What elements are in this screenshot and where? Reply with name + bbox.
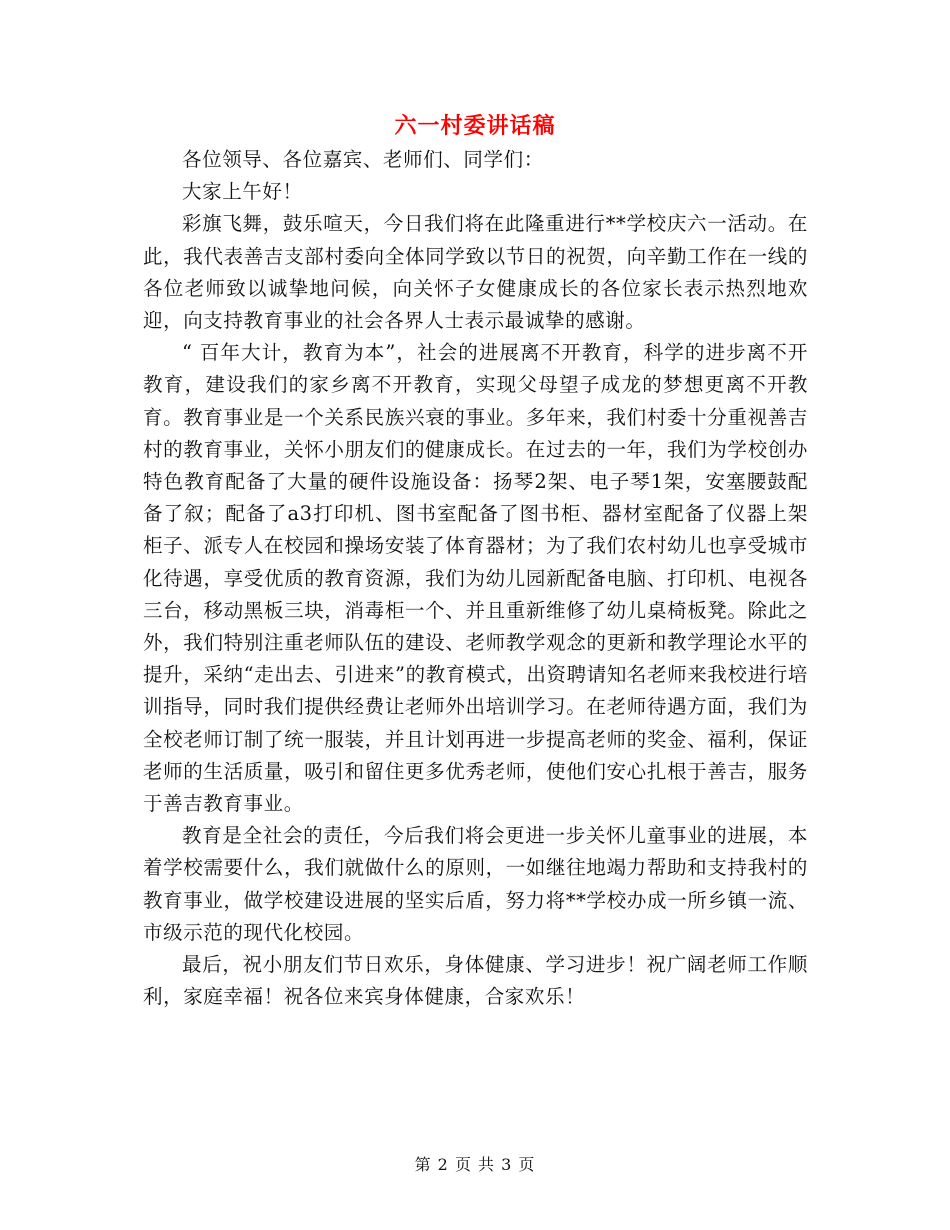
closing-paragraph: 最后，祝小朋友们节日欢乐，身体健康、学习进步！祝广阔老师工作顺利，家庭幸福！祝各位来宾身体健康，合家欢乐！	[143, 953, 808, 1009]
greeting-paragraph: 大家上午好！	[182, 180, 303, 204]
body-paragraph: “ 百年大计，教育为本”，社会的进展离不开教育，科学的进步离不开教育，建设我们的家乡离不开教育，实现父母望子成龙的梦想更离不开教育。教育事业是一个关系民族兴衰的事业。多年来，我们村委十分重视善吉村的教育事业，关怀小朋友们的健康成长。在过去的一年，我们为学校创办特色教育配备了大量的硬件设施设备：扬琴2架、电子琴1架，安塞腰鼓配备了叙；配备了a3打印机、图书室配备了图书柜、器材室配备了仪器上架柜子、派专人在校园和操场安装了体育器材；为了我们农村幼儿也享受城市化待遇，享受优质的教育资源，我们为幼儿园新配备电脑、打印机、电视各三台，移动黑板三块，消毒柜一个、并且重新维修了幼儿桌椅板凳。除此之外，我们特别注重老师队伍的建设、老师教学观念的更新和教学理论水平的提升，采纳“走出去、引进来”的教育模式，出资聘请知名老师来我校进行培训指导，同时我们提供经费让老师外出培训学习。在老师待遇方面，我们为全校老师订制了统一服装，并且计划再进一步提高老师的奖金、福利，保证老师的生活质量，吸引和留住更多优秀老师，使他们安心扎根于善吉，服务于善吉教育事业。	[143, 341, 808, 816]
body-paragraph: 教育是全社会的责任，今后我们将会更进一步关怀儿童事业的进展，本着学校需要什么，我们就做什么的原则，一如继往地竭力帮助和支持我村的教育事业，做学校建设进展的坚实后盾，努力将**学校办成一所乡镇一流、市级示范的现代化校园。	[143, 824, 808, 944]
document-title: 六一村委讲话稿	[394, 113, 556, 139]
document-body	[143, 144, 808, 1013]
salutation-paragraph: 各位领导、各位嘉宾、老师们、同学们：	[182, 148, 544, 171]
page-number-footer: 第 2 页 共 3 页	[414, 1155, 536, 1174]
body-paragraph: 彩旗飞舞，鼓乐喧天，今日我们将在此隆重进行**学校庆六一活动。在此，我代表善吉支部村委向全体同学致以节日的祝贺，向辛勤工作在一线的各位老师致以诚挚地问候，向关怀子女健康成长的各位家长表示热烈地欢迎，向支持教育事业的社会各界人士表示最诚挚的感谢。	[143, 212, 808, 333]
